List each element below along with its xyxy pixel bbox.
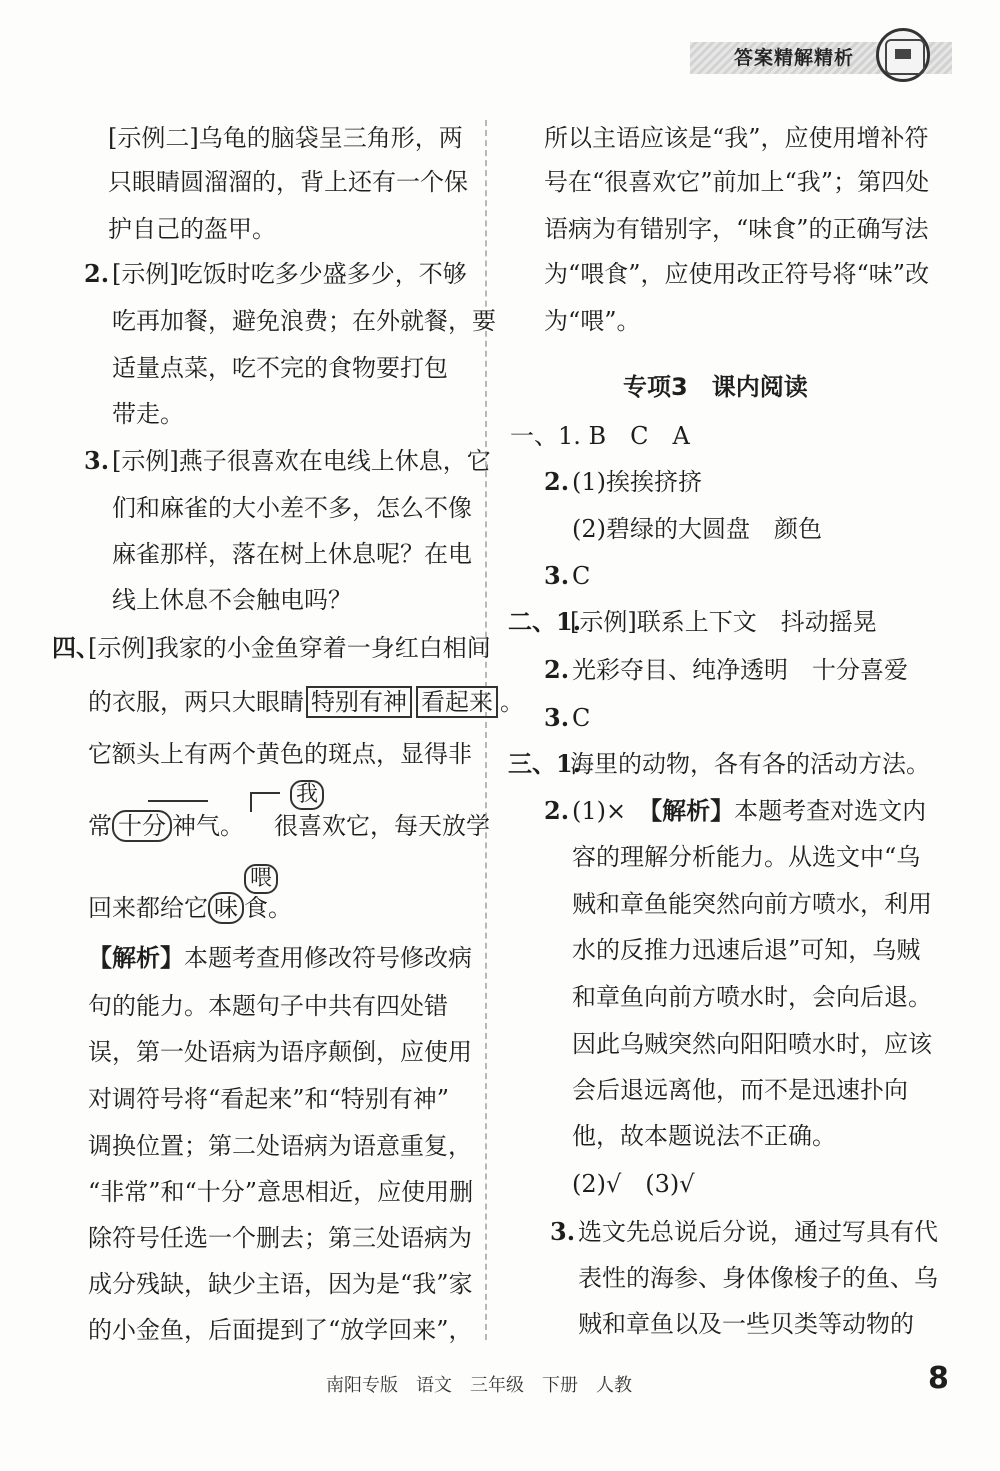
s1-q3-number: 3. <box>544 561 570 590</box>
cont-line4: 为“喂食”，应使用改正符号将“味”改 <box>544 260 930 288</box>
analysis-line7: 除符号任选一个删去；第三处语病为 <box>88 1224 472 1252</box>
s3-q2-line8: 他，故本题说法不正确。 <box>572 1122 836 1150</box>
s3-q2-line1: (1)× 【解析】本题考查对选文内 <box>572 797 927 825</box>
section4-line5: 回来都给它 味 食。 <box>88 894 292 922</box>
s2-q3-number: 3. <box>544 703 570 732</box>
s2-q3: C <box>572 704 591 732</box>
analysis-line5: 调换位置；第二处语病为语意重复， <box>88 1132 472 1160</box>
analysis-line8: 成分残缺，缺少主语，因为是“我”家 <box>88 1270 473 1298</box>
circled-word-2: 味 <box>208 892 244 924</box>
cont-line1: 所以主语应该是“我”，应使用增补符 <box>544 124 929 152</box>
page-number: 8 <box>928 1361 949 1396</box>
s2-q1: [示例]联系上下文 抖动摇晃 <box>570 608 877 636</box>
s3-q2-line4: 水的反推力迅速后退”可知，乌贼 <box>572 936 921 964</box>
cont-line2: 号在“很喜欢它”前加上“我”；第四处 <box>544 168 930 196</box>
example2-line1: [示例二]乌龟的脑袋呈三角形，两 <box>108 124 463 152</box>
example2-line3: 护自己的盔甲。 <box>108 215 276 243</box>
q2-number: 2. <box>84 259 110 288</box>
footer-edition: 南阳专版 语文 三年级 下册 人教 <box>326 1375 632 1396</box>
s3-head: 三、1. <box>508 749 582 778</box>
s3-q2-line7: 会后退远离他，而不是迅速扑向 <box>572 1076 908 1104</box>
q2-line4: 带走。 <box>112 400 184 428</box>
analysis-line2: 句的能力。本题句子中共有四处错 <box>88 992 448 1020</box>
s3-q1: 海里的动物，各有各的活动方法。 <box>570 750 930 778</box>
q2-line2: 吃再加餐，避免浪费；在外就餐，要 <box>112 307 496 335</box>
boxed-phrase-1: 特别有神 <box>306 686 412 718</box>
s3-q2-b: (2)√ (3)√ <box>572 1170 695 1198</box>
section4-line1: [示例]我家的小金鱼穿着一身红白相间 <box>88 634 491 662</box>
q2-line3: 适量点菜，吃不完的食物要打包 <box>112 354 448 382</box>
s3-q3-number: 3. <box>550 1217 576 1246</box>
q3-line4: 线上休息不会触电吗？ <box>112 586 352 614</box>
cont-line3: 语病为有错别字，“味食”的正确写法 <box>544 215 929 243</box>
header-title: 答案精解精析 <box>734 47 855 69</box>
insert-caret <box>250 792 280 812</box>
example2-line2: 只眼睛圆溜溜的，背上还有一个保 <box>108 168 468 196</box>
circled-word-1: 十分 <box>112 810 172 842</box>
analysis-line4: 对调符号将“看起来”和“特别有神” <box>88 1085 450 1113</box>
s3-q3-line1: 选文先总说后分说，通过写具有代 <box>578 1218 938 1246</box>
s3-q2-line3: 贼和章鱼能突然向前方喷水，利用 <box>572 890 932 918</box>
s1-q2-a: (1)挨挨挤挤 <box>572 468 702 496</box>
s2-head: 二、1. <box>508 607 582 636</box>
section4-line4: 常 十分 神气。 很喜欢它，每天放学 <box>88 812 490 840</box>
analysis-line3: 误，第一处语病为语序颠倒，应使用 <box>88 1038 472 1066</box>
analysis-line6: “非常”和“十分”意思相近，应使用删 <box>88 1178 474 1206</box>
s2-q2-number: 2. <box>544 655 570 684</box>
q3-line1: [示例]燕子很喜欢在电线上休息，它 <box>112 447 491 475</box>
s3-q2-line2: 容的理解分析能力。从选文中“乌 <box>572 843 921 871</box>
delete-mark-line <box>148 800 208 802</box>
s1-q1: 一、1. B C A <box>510 422 690 450</box>
section4-number: 四、 <box>52 633 100 662</box>
s3-q3-line2: 表性的海参、身体像梭子的鱼、乌 <box>578 1264 938 1292</box>
section-title: 专项3 课内阅读 <box>623 373 808 401</box>
column-divider <box>485 120 487 1340</box>
q3-line3: 麻雀那样，落在树上休息呢？在电 <box>112 540 472 568</box>
q3-line2: 们和麻雀的大小差不多，怎么不像 <box>112 494 472 522</box>
cont-line5: 为“喂”。 <box>544 307 641 335</box>
s3-q2-number: 2. <box>544 796 570 825</box>
s1-q2-b: (2)碧绿的大圆盘 颜色 <box>572 515 822 543</box>
s3-q3-line3: 贼和章鱼以及一些贝类等动物的 <box>578 1310 914 1338</box>
logo-seal-icon <box>876 28 930 82</box>
s1-q3: C <box>572 562 591 590</box>
s3-q2-line6: 因此乌贼突然向阳阳喷水时，应该 <box>572 1030 932 1058</box>
s3-q2-line5: 和章鱼向前方喷水时，会向后退。 <box>572 983 932 1011</box>
s2-q2: 光彩夺目、纯净透明 十分喜爱 <box>572 656 908 684</box>
analysis-line1: 【解析】本题考查用修改符号修改病 <box>88 944 472 972</box>
analysis-line9: 的小金鱼，后面提到了“放学回来”， <box>88 1316 473 1344</box>
q3-number: 3. <box>84 446 110 475</box>
s1-q2-number: 2. <box>544 467 570 496</box>
boxed-phrase-2: 看起来 <box>416 686 498 718</box>
insert-mark-wo: 我 <box>290 780 324 810</box>
q2-line1: [示例]吃饭时吃多少盛多少，不够 <box>112 260 467 288</box>
section4-line2: 的衣服，两只大眼睛 特别有神 看起来 。 <box>88 688 524 716</box>
correct-mark-wei: 喂 <box>244 864 278 894</box>
section4-line3: 它额头上有两个黄色的斑点，显得非 <box>88 740 472 768</box>
